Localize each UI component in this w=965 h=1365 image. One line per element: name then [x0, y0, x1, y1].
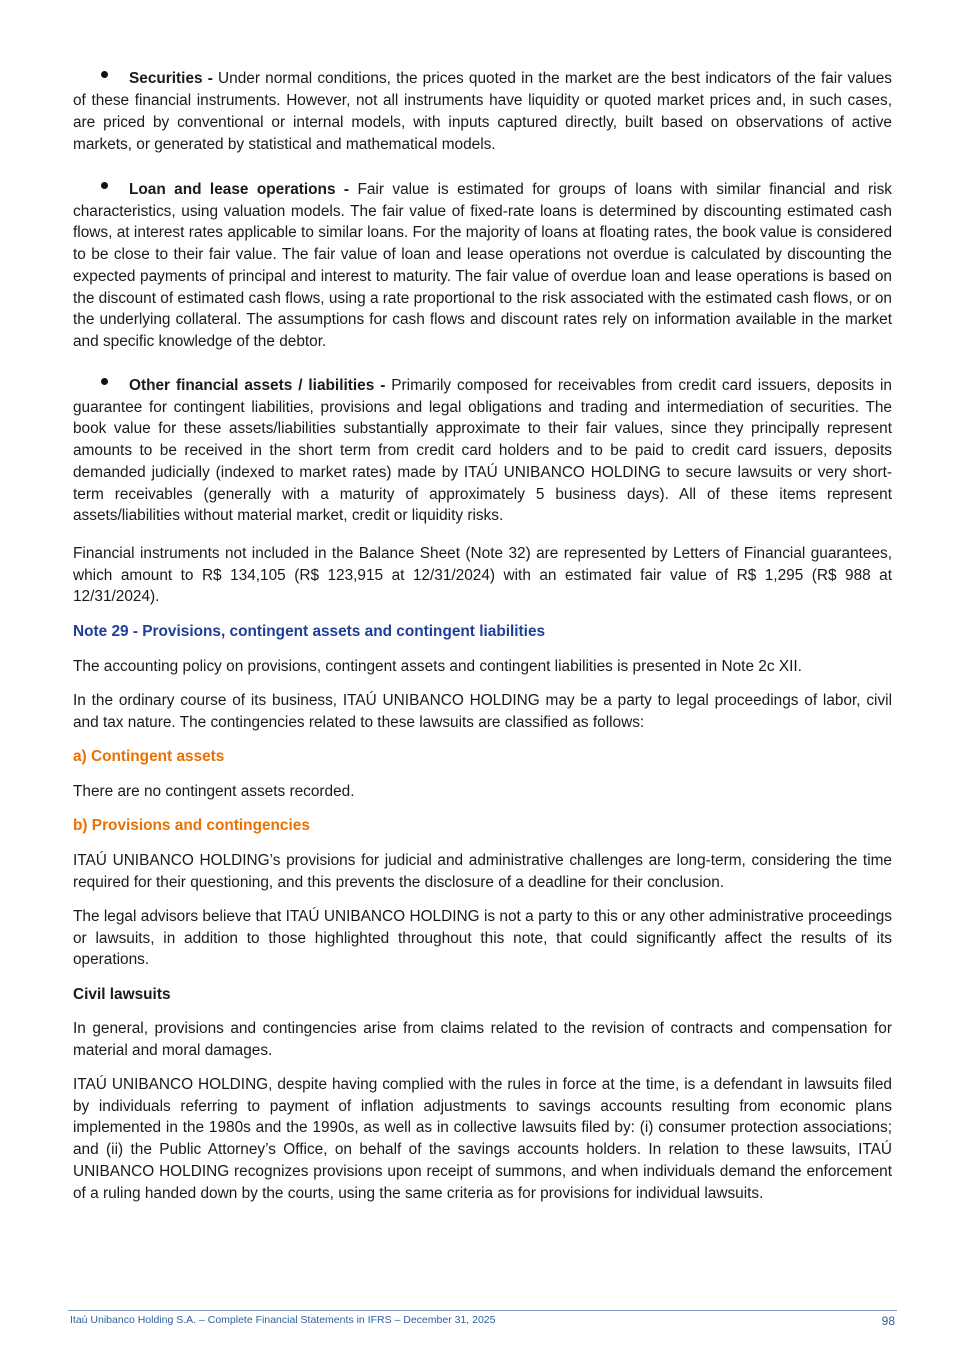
paragraph-ordinary: In the ordinary course of its business, ITAÚ UNIBANCO HOLDING may be a party to legal proceedings of labor, civil and tax nature. The contingencies related to these lawsuits are classified as follows:: [73, 692, 892, 731]
bullet-securities: [73, 68, 892, 156]
bullet-lead: Other financial assets / liabilities -: [129, 377, 386, 394]
paragraph-provisions: ITAÚ UNIBANCO HOLDING’s provisions for judicial and administrative challenges are long-term, considering the time required for their questioning, and this prevents the disclosure of a deadline for their conclusion.: [73, 852, 892, 891]
bullet-text: Under normal conditions, the prices quoted in the market are the best indicators of the fair values of these financial instruments. However, not all instruments have liquidity or quoted market prices and, in such cases, are priced by conventional or internal models, with inputs captured directly, built based on observations of active markets, or generated by statistical and mathematical models.: [73, 70, 892, 153]
paragraph-no-assets: There are no contingent assets recorded.: [73, 783, 355, 800]
bullet-text: Fair value is estimated for groups of loans with similar financial and risk characteristics, using valuation models. The fair value of fixed-rate loans is determined by discounting estimated cash flows, at interest rates applicable to similar loans. For the majority of loans at floating rates, the book value is considered to be close to their fair value. The fair value of loan and lease operations not overdue is calculated by discounting the expected payments of principal and interest to maturity. The fair value of overdue loan and lease operations is based on the discount of estimated cash flows, using a rate proportional to the risk associated with the estimated cash flows, or on the underlying collateral. The assumptions for cash flows and discount rates rely on information available in the market and specific knowledge of the debtor.: [73, 181, 892, 350]
footer-text: Itaú Unibanco Holding S.A. – Complete Financial Statements in IFRS – December 31, 2025: [70, 1314, 496, 1326]
bullet-other: [73, 375, 892, 527]
footer-divider: [68, 1310, 897, 1311]
paragraph-policy: The accounting policy on provisions, contingent assets and contingent liabilities is presented in Note 2c XII.: [73, 658, 802, 675]
paragraph-general: In general, provisions and contingencies arise from claims related to the revision of contracts and compensation for material and moral damages.: [73, 1020, 892, 1059]
bullet-lead: Loan and lease operations -: [129, 181, 350, 198]
note-title: Note 29 - Provisions, contingent assets and contingent liabilities: [73, 623, 546, 640]
heading-contingent-assets: a) Contingent assets: [73, 748, 225, 765]
bullet-lead: Securities -: [129, 70, 213, 87]
heading-provisions: b) Provisions and contingencies: [73, 817, 310, 834]
bullet-loans: [73, 179, 892, 353]
heading-civil-lawsuits: Civil lawsuits: [73, 986, 171, 1003]
bullet-text: Primarily composed for receivables from credit card issuers, deposits in guarantee for contingent liabilities, provisions and legal obligations and trading and intermediation of securities. The book value for these assets/liabilities substantially approximate to their fair values, since they principally represent amounts to be received in the short term from credit card holders and to be paid to credit card issuers, deposits demanded judicially (indexed to market rates) made by ITAÚ UNIBANCO HOLDING to secure lawsuits or very short-term receivables (generally with a maturity of approximately 5 business days). All of these items represent assets/liabilities without material market, credit or liquidity risks.: [73, 377, 892, 525]
page-number: 98: [881, 1314, 895, 1328]
paragraph-advisors: The legal advisors believe that ITAÚ UNIBANCO HOLDING is not a party to this or any other administrative proceedings or lawsuits, in addition to those highlighted throughout this note, that could significantly affect the results of its operations.: [73, 908, 892, 969]
paragraph-inflation: ITAÚ UNIBANCO HOLDING, despite having complied with the rules in force at the time, is a defendant in lawsuits filed by individuals referring to payment of inflation adjustments to savings accounts resulting from economic plans implemented in the 1980s and the 1990s, as well as in collective lawsuits filed by: (i) consumer protection associations; and (ii) the Public Attorney’s Office, on behalf of the savings accounts holders. In relation to these lawsuits, ITAÚ UNIBANCO HOLDING recognizes provisions upon receipt of summons, and when individuals demand the enforcement of a ruling handed down by the courts, using the same criteria as for provisions for individual lawsuits.: [73, 1076, 892, 1202]
paragraph-financial-instruments: Financial instruments not included in the Balance Sheet (Note 32) are represented by Letters of Financial guarantees, which amount to R$ 134,105 (R$ 123,915 at 12/31/2024) with an estimated fair value of R$ 1,295 (R$ 988 at 12/31/2024).: [73, 545, 892, 606]
